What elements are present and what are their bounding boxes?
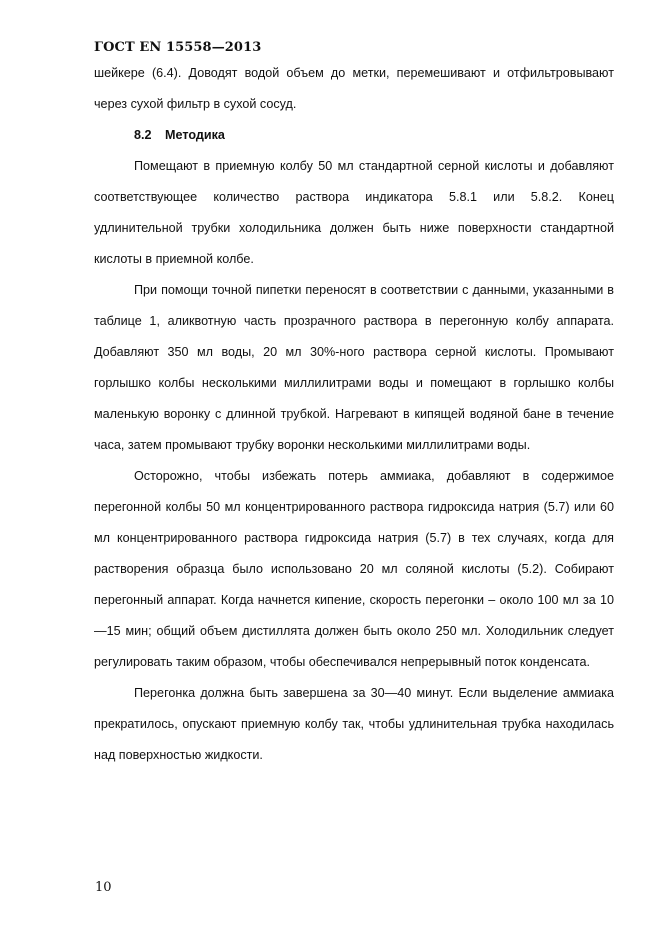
section-title: Методика	[165, 128, 225, 142]
page-number: 10	[95, 880, 112, 895]
section-number: 8.2	[134, 128, 152, 142]
document-header: ГОСТ EN 15558—2013	[94, 40, 262, 55]
paragraph-3: Осторожно, чтобы избежать потерь аммиака, добавляют в содержимое перегонной колбы 50 мл концентрированного раствора гидроксида натрия (5.7) или 60 мл концентрированного раствора гидроксида натрия (5.7) в тех случаях, когда для растворения образца было использовано 20 мл соляной кислоты (5.2). Собирают перегонный аппарат. Когда начнется кипение, скорость перегонки – около 100 мл за 10—15 мин; общий объем дистиллята должен быть около 250 мл. Холодильник следует регулировать таким образом, чтобы обеспечивался непрерывный поток конденсата.	[94, 469, 614, 669]
document-body	[94, 58, 614, 771]
section-heading	[94, 120, 614, 151]
continuation-paragraph: шейкере (6.4). Доводят водой объем до метки, перемешивают и отфильтровывают через сухой фильтр в сухой сосуд.	[94, 66, 614, 111]
paragraph-1: Помещают в приемную колбу 50 мл стандартной серной кислоты и добавляют соответствующее количество раствора индикатора 5.8.1 или 5.8.2. Конец удлинительной трубки холодильника должен быть ниже поверхности стандартной кислоты в приемной колбе.	[94, 159, 614, 266]
paragraph-2: При помощи точной пипетки переносят в соответствии с данными, указанными в таблице 1, аликвотную часть прозрачного раствора в перегонную колбу аппарата. Добавляют 350 мл воды, 20 мл 30%-ного раствора серной кислоты. Промывают горлышко колбы несколькими миллилитрами воды и помещают в горлышко колбы маленькую воронку с длинной трубкой. Нагревают в кипящей водяной бане в течение часа, затем промывают трубку воронки несколькими миллилитрами воды.	[94, 283, 614, 452]
paragraph-4: Перегонка должна быть завершена за 30—40 минут. Если выделение аммиака прекратилось, опускают приемную колбу так, чтобы удлинительная трубка находилась над поверхностью жидкости.	[94, 686, 614, 762]
